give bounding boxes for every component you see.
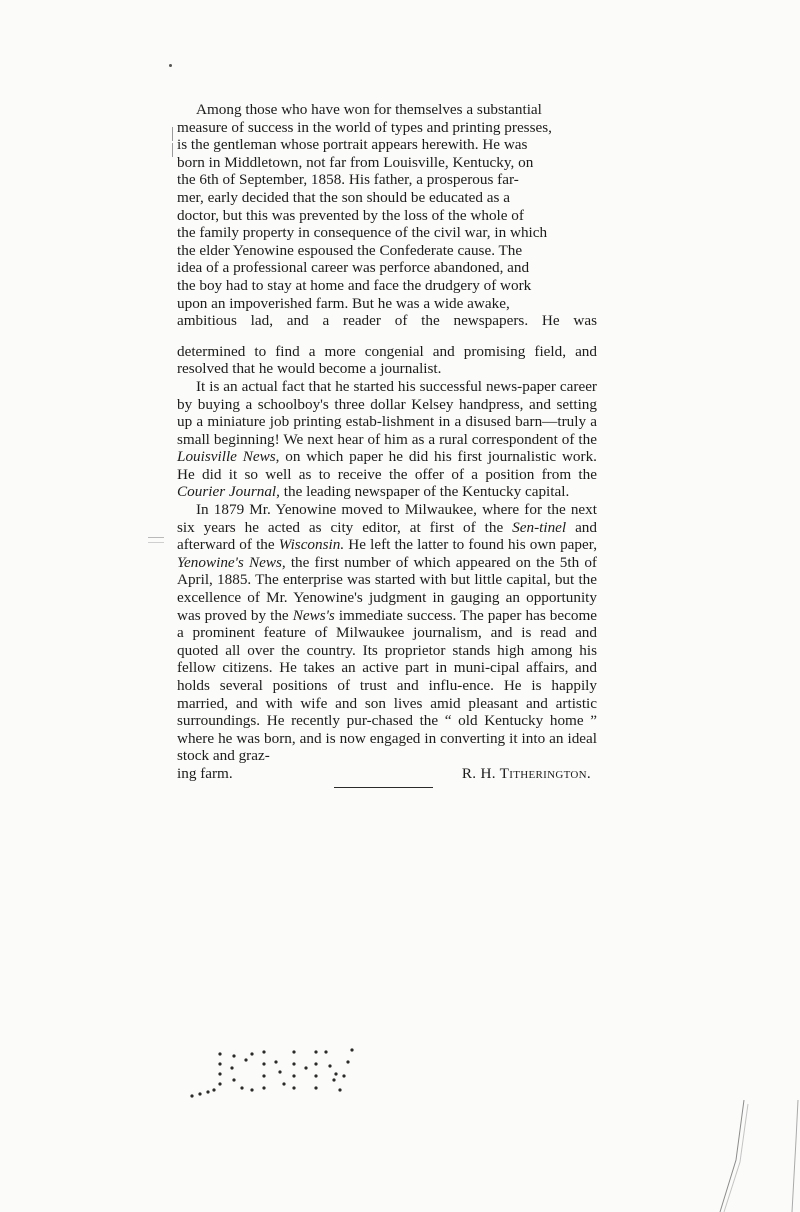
perforation-dot (338, 1088, 341, 1091)
italic-title: Louisville News (177, 448, 276, 466)
perforation-dot (262, 1074, 265, 1077)
paragraph-2 (177, 378, 597, 501)
paragraph-1 (177, 101, 597, 330)
text-run: In 1879 Mr. Yenowine moved to Milwaukee, where for the next six years he acted as city editor, at first of the (177, 501, 597, 536)
last-line-text: ing farm. (177, 764, 233, 782)
perforation-dot (314, 1074, 317, 1077)
perforation-dot (218, 1052, 221, 1055)
line: Among those who have won for themselves a substantial (196, 101, 542, 118)
end-rule (334, 787, 433, 788)
perforation-dot (314, 1062, 317, 1065)
line: ambitious lad, and a reader of the newspapers. He was (177, 312, 597, 330)
line: the boy had to stay at home and face the drudgery of work (177, 276, 532, 294)
page-edge-shadow (700, 1100, 800, 1212)
perforation-dot (346, 1060, 349, 1063)
margin-bracket-mark (172, 127, 173, 141)
ink-speck (169, 64, 172, 67)
perforation-dot (250, 1052, 253, 1055)
line: mer, early decided that the son should be educated as a (177, 188, 510, 206)
perforation-dot (262, 1086, 265, 1089)
perforation-dot (304, 1066, 307, 1069)
perforation-dot (334, 1072, 337, 1075)
margin-bracket-mark (172, 143, 173, 157)
line: the family property in consequence of the civil war, in which (177, 224, 548, 242)
text-run: , on which paper he did his first journalistic work. He did it so well as to receive the offer of a position from the (177, 448, 597, 483)
perforation-dot (314, 1086, 317, 1089)
perforation-stamp (190, 1040, 360, 1100)
paragraph-1-continued: determined to find a more congenial and promising field, and resolved that he would become a journalist. (177, 342, 597, 378)
perforation-dot (342, 1074, 345, 1077)
text-run: the first number of which appeared on the 5th of April, 1885. The enterprise was started with but little capital, but the excellence of Mr. Yenowine's judgment in gauging an opportunity was proved by the (177, 553, 597, 624)
perforation-dot (232, 1078, 235, 1081)
perforation-dot (212, 1088, 215, 1091)
perforation-dot (324, 1050, 327, 1053)
perforation-dot (262, 1062, 265, 1065)
perforation-dot (218, 1082, 221, 1085)
perforation-dot (262, 1050, 265, 1053)
italic-title: Courier Journal (177, 483, 277, 501)
article-body (177, 101, 597, 783)
line: the 6th of September, 1858. His father, a prosperous far- (177, 171, 519, 189)
perforation-dot (206, 1090, 209, 1093)
perforation-dot (274, 1060, 277, 1063)
perforation-dot (230, 1066, 233, 1069)
italic-title: Wisconsin. (278, 536, 345, 554)
line: measure of success in the world of types and printing presses, (177, 118, 552, 136)
line: upon an impoverished farm. But he was a wide awake, (177, 294, 510, 312)
perforation-dot (292, 1050, 295, 1053)
perforation-dot (250, 1088, 253, 1091)
line: is the gentleman whose portrait appears herewith. He was (177, 136, 528, 154)
author-signature: R. H. Titherington. (461, 764, 591, 782)
line: idea of a professional career was perforce abandoned, and (177, 259, 530, 277)
paragraph-3 (177, 501, 597, 765)
line: doctor, but this was prevented by the loss of the whole of (177, 206, 524, 224)
perforation-dot (278, 1070, 281, 1073)
text-run: It is an actual fact that he started his successful news-paper career by buying a schoolboy's three dollar Kelsey handpress, and setting up a miniature job printing estab-lishment in a disused barn—truly a small beginning! We next hear of him as a rural correspondent of the (177, 377, 597, 448)
italic-title: Yenowine's News, (177, 553, 286, 571)
margin-mark (148, 537, 164, 543)
perforation-dot (292, 1086, 295, 1089)
perforation-dot (282, 1082, 285, 1085)
line: born in Middletown, not far from Louisville, Kentucky, on (177, 153, 534, 171)
perforation-dot (232, 1054, 235, 1057)
text-run: , the leading newspaper of the Kentucky capital. (276, 483, 570, 501)
perforation-dot (332, 1078, 335, 1081)
closing-line (177, 765, 597, 783)
perforation-dot (190, 1094, 193, 1097)
text-run: immediate success. The paper has become a prominent feature of Milwaukee journalism, and is read and quoted all over the country. Its proprietor stands high among his fellow citizens. He takes an active part in muni-cipal affairs, and holds several positions of trust and influ-ence. He is happily married, and with wife and son lives amid pleasant and artistic surroundings. He recently pur-chased the “ old Kentucky home ” where he was born, and is now engaged in converting it into an ideal stock and graz- (177, 606, 597, 765)
perforation-dot (292, 1074, 295, 1077)
line: the elder Yenowine espoused the Confederate cause. The (177, 241, 523, 259)
perforation-dot (314, 1050, 317, 1053)
italic-title: Sen-tinel (512, 518, 567, 536)
perforation-dot (328, 1064, 331, 1067)
text-run: and afterward of the (177, 518, 597, 554)
perforation-dot (218, 1072, 221, 1075)
perforation-dot (350, 1048, 353, 1051)
italic-title: News's (292, 606, 335, 624)
perforation-dot (240, 1086, 243, 1089)
perforation-dot (292, 1062, 295, 1065)
text-run: He left the latter to found his own paper, (344, 536, 597, 554)
perforation-dot (218, 1062, 221, 1065)
perforation-dot (244, 1058, 247, 1061)
perforation-dot (198, 1092, 201, 1095)
